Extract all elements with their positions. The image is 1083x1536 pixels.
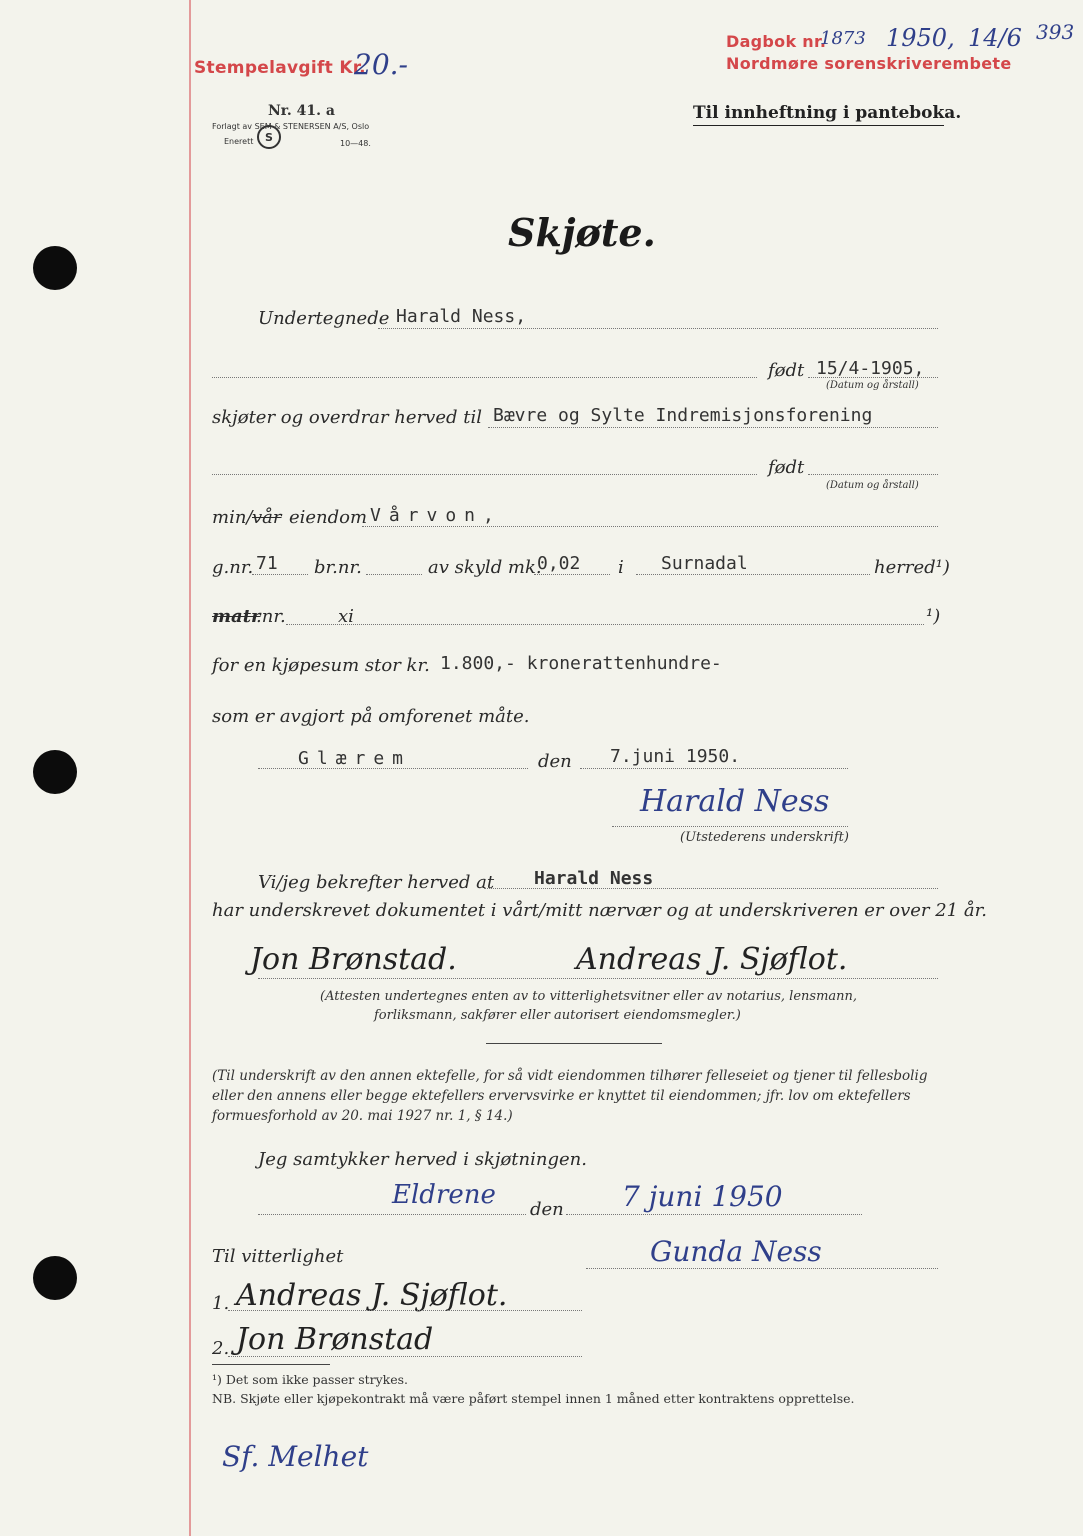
den-label: den — [538, 751, 572, 772]
publisher-date: 10—48. — [340, 139, 371, 148]
footnote-rule — [212, 1364, 330, 1365]
stamp-fee-label: Stempelavgift Kr. — [194, 58, 366, 78]
transfer-line — [488, 427, 938, 428]
witness-line — [258, 978, 938, 979]
born-label: født — [768, 360, 805, 381]
stamp-journal-number: 1873 — [820, 28, 866, 49]
born-line-left — [212, 377, 757, 378]
consent-place-line — [258, 1214, 526, 1215]
stamp-journal-year: 1950, — [886, 24, 955, 52]
spouse-note: (Til underskrift av den annen ektefelle, for så vidt eiendommen tilhører felleseiet og tjener til fellesbolig eller den annens eller begge ektefellers ervervsvirke er knyttet til eiendommen; jfr. lov om ektefellers formuesforhold av 20. mai 1927 nr. 1, § 14.) — [212, 1068, 928, 1124]
confirm-line — [484, 888, 938, 889]
svg-text:S: S — [265, 131, 273, 144]
matr-struck: matr — [212, 606, 261, 627]
witness-2-line — [228, 1356, 582, 1357]
witness-2-number: 2. — [212, 1338, 230, 1359]
price-label: for en kjøpesum stor kr. — [212, 655, 430, 676]
born-value: 15/4-1905, — [816, 358, 925, 379]
witness-signature-2: Andreas J. Sjøflot. — [576, 942, 848, 977]
header-note: Til innheftning i panteboka. — [693, 103, 962, 123]
binder-hole-middle — [33, 750, 77, 794]
brnr-line — [366, 574, 422, 575]
form-number: Nr. 41. a — [268, 103, 335, 119]
witness-signature-1: Jon Brønstad. — [250, 942, 457, 977]
date-line — [580, 768, 848, 769]
witness-caption-2: forliksmann, sakfører eller autorisert eiendomsmegler.) — [374, 1008, 741, 1023]
consent-place: Eldrene — [392, 1180, 496, 1210]
issuer-signature-line — [612, 826, 848, 827]
publisher-logo — [256, 124, 282, 150]
undersigned-label: Undertegnede — [258, 308, 390, 329]
herred-label: herred¹) — [874, 557, 950, 578]
property-struck: vår — [252, 507, 282, 528]
transfer-to: Bævre og Sylte Indremisjonsforening — [493, 405, 873, 426]
stamp-journal-date: 14/6 — [968, 24, 1022, 52]
witness-1-line — [228, 1310, 582, 1311]
stamp-journal-label: Dagbok nr. — [726, 32, 827, 51]
born2-line-left — [212, 474, 757, 475]
header-note-underline — [693, 125, 944, 126]
gnr-label: g.nr. — [212, 557, 254, 578]
gnr-value: 71 — [256, 553, 278, 574]
consent-signature: Gunda Ness — [650, 1235, 822, 1268]
stamp-office: Nordmøre sorenskriverembete — [726, 54, 1012, 73]
publisher-rights: Enerett — [224, 137, 254, 146]
born-line — [808, 377, 938, 378]
confirm-text: har underskrevet dokumentet i vårt/mitt nærvær og at underskriveren er over 21 år. — [212, 900, 987, 921]
date-value: 7.juni 1950. — [610, 746, 741, 767]
matr-value: xi — [338, 606, 354, 627]
issuer-caption: (Utstederens underskrift) — [680, 830, 849, 845]
born2-label: født — [768, 457, 805, 478]
confirm-name: Harald Ness — [534, 868, 654, 889]
matr-line — [286, 624, 924, 625]
herred-line — [636, 574, 870, 575]
divider — [486, 1043, 662, 1044]
margin-rule — [189, 0, 191, 1536]
footnote-2: NB. Skjøte eller kjøpekontrakt må være påført stempel innen 1 måned etter kontraktens opprettelse. — [212, 1391, 855, 1406]
place-line — [258, 768, 528, 769]
undersigned-name: Harald Ness, — [396, 306, 527, 327]
property-line — [362, 526, 938, 527]
property-label: eiendom — [289, 507, 368, 528]
witness-1-number: 1. — [212, 1293, 230, 1314]
born2-line — [808, 474, 938, 475]
witness-caption-1: (Attesten undertegnes enten av to vitterlighetsvitner eller av notarius, lensmann, — [320, 989, 858, 1004]
stamp-fee-value: 20.- — [354, 48, 408, 81]
binder-hole-top — [33, 246, 77, 290]
price-value: 1.800,- kronerattenhundre- — [440, 653, 722, 674]
brnr-label: br.nr. — [314, 557, 362, 578]
undersigned-line — [378, 328, 938, 329]
matr-close: ¹) — [926, 606, 941, 627]
consent-date: 7 juni 1950 — [622, 1180, 783, 1213]
stamp-page-number: 393 — [1036, 20, 1075, 44]
date-hint-2: (Datum og årstall) — [826, 480, 919, 491]
skyld-label: av skyld mk. — [428, 557, 542, 578]
consent-date-line — [566, 1214, 862, 1215]
witness-2-signature: Jon Brønstad — [236, 1322, 434, 1357]
witness-label: Til vitterlighet — [212, 1246, 344, 1267]
skyld-value: 0,02 — [537, 553, 581, 574]
i-label: i — [618, 557, 624, 578]
skyld-line — [534, 574, 610, 575]
property-name: Vårvon, — [370, 505, 502, 526]
date-hint: (Datum og årstall) — [826, 380, 919, 391]
consent-signature-line — [586, 1268, 938, 1269]
consent-text: Jeg samtykker herved i skjøtningen. — [258, 1149, 587, 1170]
confirm-label: Vi/jeg bekrefter herved at — [258, 872, 495, 893]
place: Glærem — [298, 748, 412, 769]
publisher-line: Forlagt av SEM & STENERSEN A/S, Oslo — [212, 122, 370, 131]
issuer-signature: Harald Ness — [640, 784, 830, 819]
binder-hole-bottom — [33, 1256, 77, 1300]
agreed-text: som er avgjort på omforenet måte. — [212, 706, 530, 727]
matr-label: .nr. — [256, 606, 286, 627]
transfer-label: skjøter og overdrar herved til — [212, 407, 482, 428]
gnr-line — [252, 574, 308, 575]
footnote-1: ¹) Det som ikke passer strykes. — [212, 1372, 409, 1387]
bottom-signature: Sf. Melhet — [222, 1440, 369, 1473]
herred-value: Surnadal — [661, 553, 748, 574]
document-title: Skjøte. — [508, 210, 656, 255]
consent-den: den — [530, 1199, 564, 1220]
witness-1-signature: Andreas J. Sjøflot. — [236, 1278, 508, 1313]
property-prefix: min/ — [212, 507, 253, 528]
